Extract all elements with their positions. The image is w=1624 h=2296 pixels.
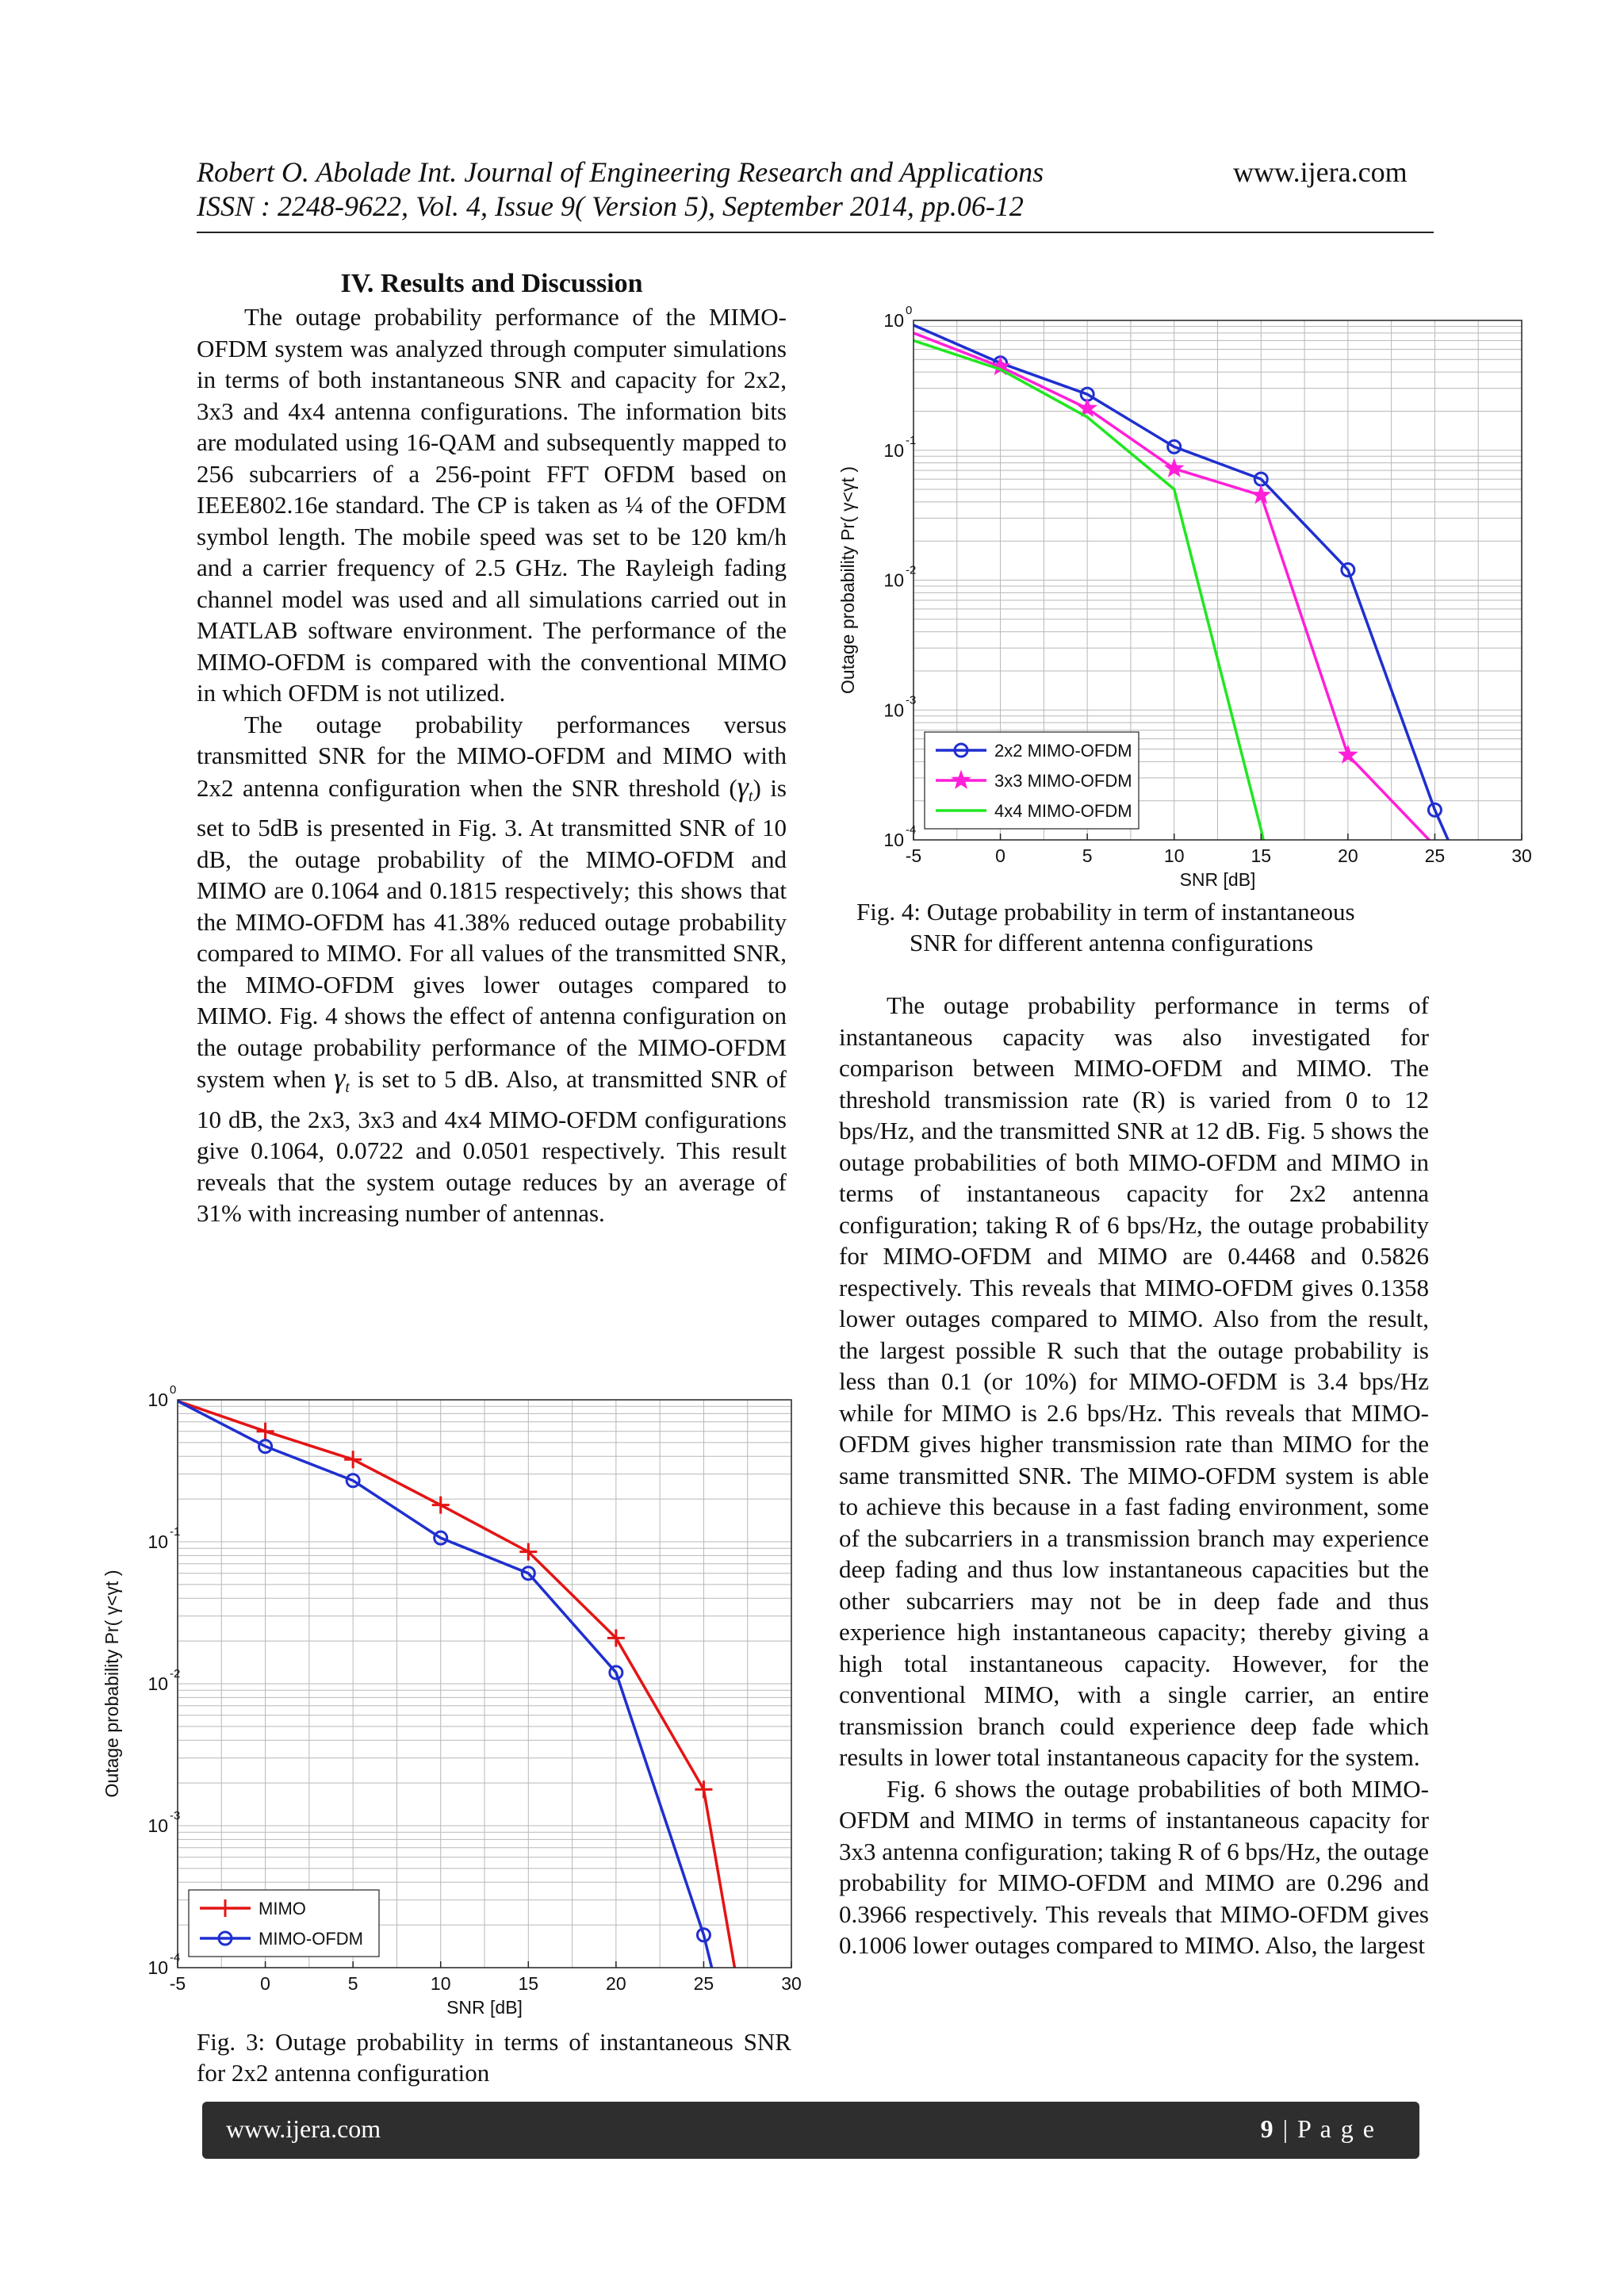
x-tick-label: 20 — [606, 1973, 626, 1994]
x-axis-label: SNR [dB] — [1179, 869, 1256, 890]
left-paragraph-2-b: ) is set to 5dB is presented in Fig. 3. At transmitted SNR of 10 dB, the outage probability of the MIMO-OFDM and MIMO are 0.1064 and 0.1815 respectively; this shows that the MIMO-OFDM has 41.38% reduced outage probability compared to MIMO. For all values of the transmitted SNR, the MIMO-OFDM gives lower outages compared to MIMO. Fig. 4 shows the effect of antenna configuration on the outage probability performance of the MIMO-OFDM system when — [197, 773, 787, 1093]
x-tick-label: 25 — [1424, 845, 1446, 866]
footer-page — [1261, 2114, 1376, 2144]
fig3-caption: Fig. 3: Outage probability in terms of instantaneous SNR for 2x2 antenna configuration — [197, 2028, 791, 2087]
left-column — [197, 301, 787, 1229]
x-tick-label: 15 — [1251, 845, 1272, 866]
section-title: IV. Results and Discussion — [340, 269, 643, 298]
gamma-subscript: t — [748, 787, 753, 805]
header-website: www.ijera.com — [1233, 156, 1408, 188]
footer-url: www.ijera.com — [226, 2114, 381, 2143]
left-paragraph-1: The outage probability performance of the MIMO-OFDM system was analyzed through computer simulations in terms of both instantaneous SNR and capacity for 2x2, 3x3 and 4x4 antenna configurations. The information bits are modulated using 16-QAM and subsequently mapped to 256 subcarriers of a 256-point FFT OFDM based on IEEE802.16e standard. The CP is taken as ¼ of the OFDM symbol length. The mobile speed was set to be 120 km/h and a carrier frequency of 2.5 GHz. The Rayleigh fading channel model was used and all simulations carried out in MATLAB software environment. The performance of the MIMO-OFDM is compared with the conventional MIMO in which OFDM is not utilized. — [197, 303, 787, 707]
legend-entry: 3x3 MIMO-OFDM — [994, 771, 1132, 791]
x-tick-label: -5 — [905, 845, 922, 866]
y-tick-exponent: -3 — [906, 693, 917, 707]
x-axis-label: SNR [dB] — [446, 1997, 523, 2018]
y-tick-label: 10 — [147, 1531, 168, 1552]
y-tick-exponent: -1 — [906, 433, 917, 447]
y-tick-exponent: -1 — [170, 1525, 181, 1539]
y-tick-label: 10 — [883, 700, 904, 721]
x-tick-label: 5 — [347, 1973, 358, 1994]
legend — [189, 1890, 379, 1957]
right-column — [839, 990, 1429, 1961]
header-authors-journal: Robert O. Abolade Int. Journal of Engineering Research and Applications — [197, 156, 1044, 188]
y-axis-label: Outage probability Pr( γ<γt ) — [837, 466, 858, 694]
x-tick-label: 20 — [1338, 845, 1358, 866]
x-tick-label: 0 — [260, 1973, 270, 1994]
y-tick-label: 10 — [883, 569, 904, 591]
gamma-symbol: γ — [737, 770, 749, 803]
y-tick-label: 10 — [147, 1957, 168, 1978]
legend-entry: 4x4 MIMO-OFDM — [994, 801, 1132, 821]
gamma-subscript: t — [345, 1079, 350, 1096]
y-tick-exponent: 0 — [906, 304, 913, 317]
y-tick-exponent: -2 — [906, 563, 917, 577]
x-tick-label: 0 — [995, 845, 1005, 866]
y-tick-exponent: -4 — [906, 823, 917, 837]
fig4-caption-line2: SNR for different antenna configurations — [910, 929, 1314, 956]
header-issn: ISSN : 2248-9622, Vol. 4, Issue 9( Version 5), September 2014, pp.06-12 — [197, 190, 1024, 222]
footer-page-word: | P a g e — [1274, 2114, 1376, 2143]
legend-entry: 2x2 MIMO-OFDM — [994, 741, 1132, 761]
left-paragraph-2 — [197, 709, 787, 1229]
left-paragraph-2-a: The outage probability performances versus transmitted SNR for the MIMO-OFDM and MIMO with 2x2 antenna configuration when the SNR threshold ( — [197, 710, 787, 802]
legend-entry: MIMO-OFDM — [259, 1929, 363, 1949]
x-tick-label: 10 — [1163, 845, 1185, 866]
fig3-chart — [95, 1368, 809, 2022]
y-tick-exponent: -3 — [170, 1809, 181, 1823]
x-tick-label: 25 — [693, 1973, 714, 1994]
y-tick-label: 10 — [883, 830, 904, 850]
x-tick-label: 30 — [1511, 845, 1532, 866]
x-tick-label: -5 — [169, 1973, 186, 1994]
x-tick-label: 5 — [1082, 845, 1093, 866]
y-tick-label: 10 — [147, 1389, 168, 1410]
y-tick-label: 10 — [883, 439, 904, 461]
y-tick-label: 10 — [147, 1815, 168, 1836]
legend — [925, 732, 1139, 829]
legend-entry: MIMO — [259, 1899, 306, 1918]
y-tick-exponent: 0 — [170, 1383, 177, 1397]
page-footer — [202, 2102, 1419, 2159]
fig4-chart — [825, 289, 1538, 908]
y-tick-label: 10 — [883, 310, 904, 331]
footer-page-number: 9 — [1260, 2114, 1275, 2143]
x-tick-label: 30 — [781, 1973, 802, 1994]
fig4-caption-line1: Fig. 4: Outage probability in term of instantaneous — [856, 898, 1355, 926]
y-tick-label: 10 — [147, 1673, 168, 1694]
header-rule — [197, 232, 1434, 233]
y-tick-exponent: -2 — [170, 1667, 181, 1681]
right-paragraph-1: The outage probability performance in terms of instantaneous capacity was also investigated for comparison between MIMO-OFDM and MIMO. The threshold transmission rate (R) is varied from 0 to 12 bps/Hz, and the transmitted SNR at 12 dB. Fig. 5 shows the outage probabilities of both MIMO-OFDM and MIMO in terms of instantaneous capacity for 2x2 antenna configuration; taking R of 6 bps/Hz, the outage probability for MIMO-OFDM and MIMO are 0.4468 and 0.5826 respectively. This reveals that MIMO-OFDM gives 0.1358 lower outages compared to MIMO. Also from the result, the largest possible R such that the outage probability is less than 0.1 (or 10%) for MIMO-OFDM is 3.4 bps/Hz while for MIMO is 2.6 bps/Hz. This reveals that MIMO-OFDM gives higher transmission rate than MIMO for the same transmitted SNR. The MIMO-OFDM system is able to achieve this because in a fast fading environment, some of the subcarriers in a transmission branch may experience deep fading and thus low instantaneous capacities but the other subcarriers may not be in deep fade and thus experience high instantaneous capacity; thereby giving a high total instantaneous capacity. However, for the conventional MIMO, with a single carrier, an entire transmission branch could experience deep fade which results in lower total instantaneous capacity for the system. — [839, 991, 1429, 1771]
x-tick-label: 10 — [430, 1973, 451, 1994]
y-tick-exponent: -4 — [170, 1951, 181, 1964]
y-axis-label: Outage probability Pr( γ<γt ) — [102, 1570, 122, 1798]
right-paragraph-2: Fig. 6 shows the outage probabilities of both MIMO-OFDM and MIMO in terms of instantaneous capacity for 3x3 antenna configuration; taking R of 6 bps/Hz, the outage probability for MIMO-OFDM and MIMO are 0.296 and 0.3966 respectively. This reveals that MIMO-OFDM gives 0.1006 lower outages compared to MIMO. Also, the largest — [839, 1774, 1429, 1959]
gamma-symbol: γ — [334, 1062, 346, 1094]
left-paragraph-2-c: is set to 5 dB. Also, at transmitted SNR of 10 dB, the 2x3, 3x3 and 4x4 MIMO-OFDM configurations give 0.1064, 0.0722 and 0.0501 respectively. This result reveals that the system outage reduces by an average of 31% with increasing number of antennas. — [197, 1065, 787, 1227]
x-tick-label: 15 — [518, 1973, 539, 1994]
